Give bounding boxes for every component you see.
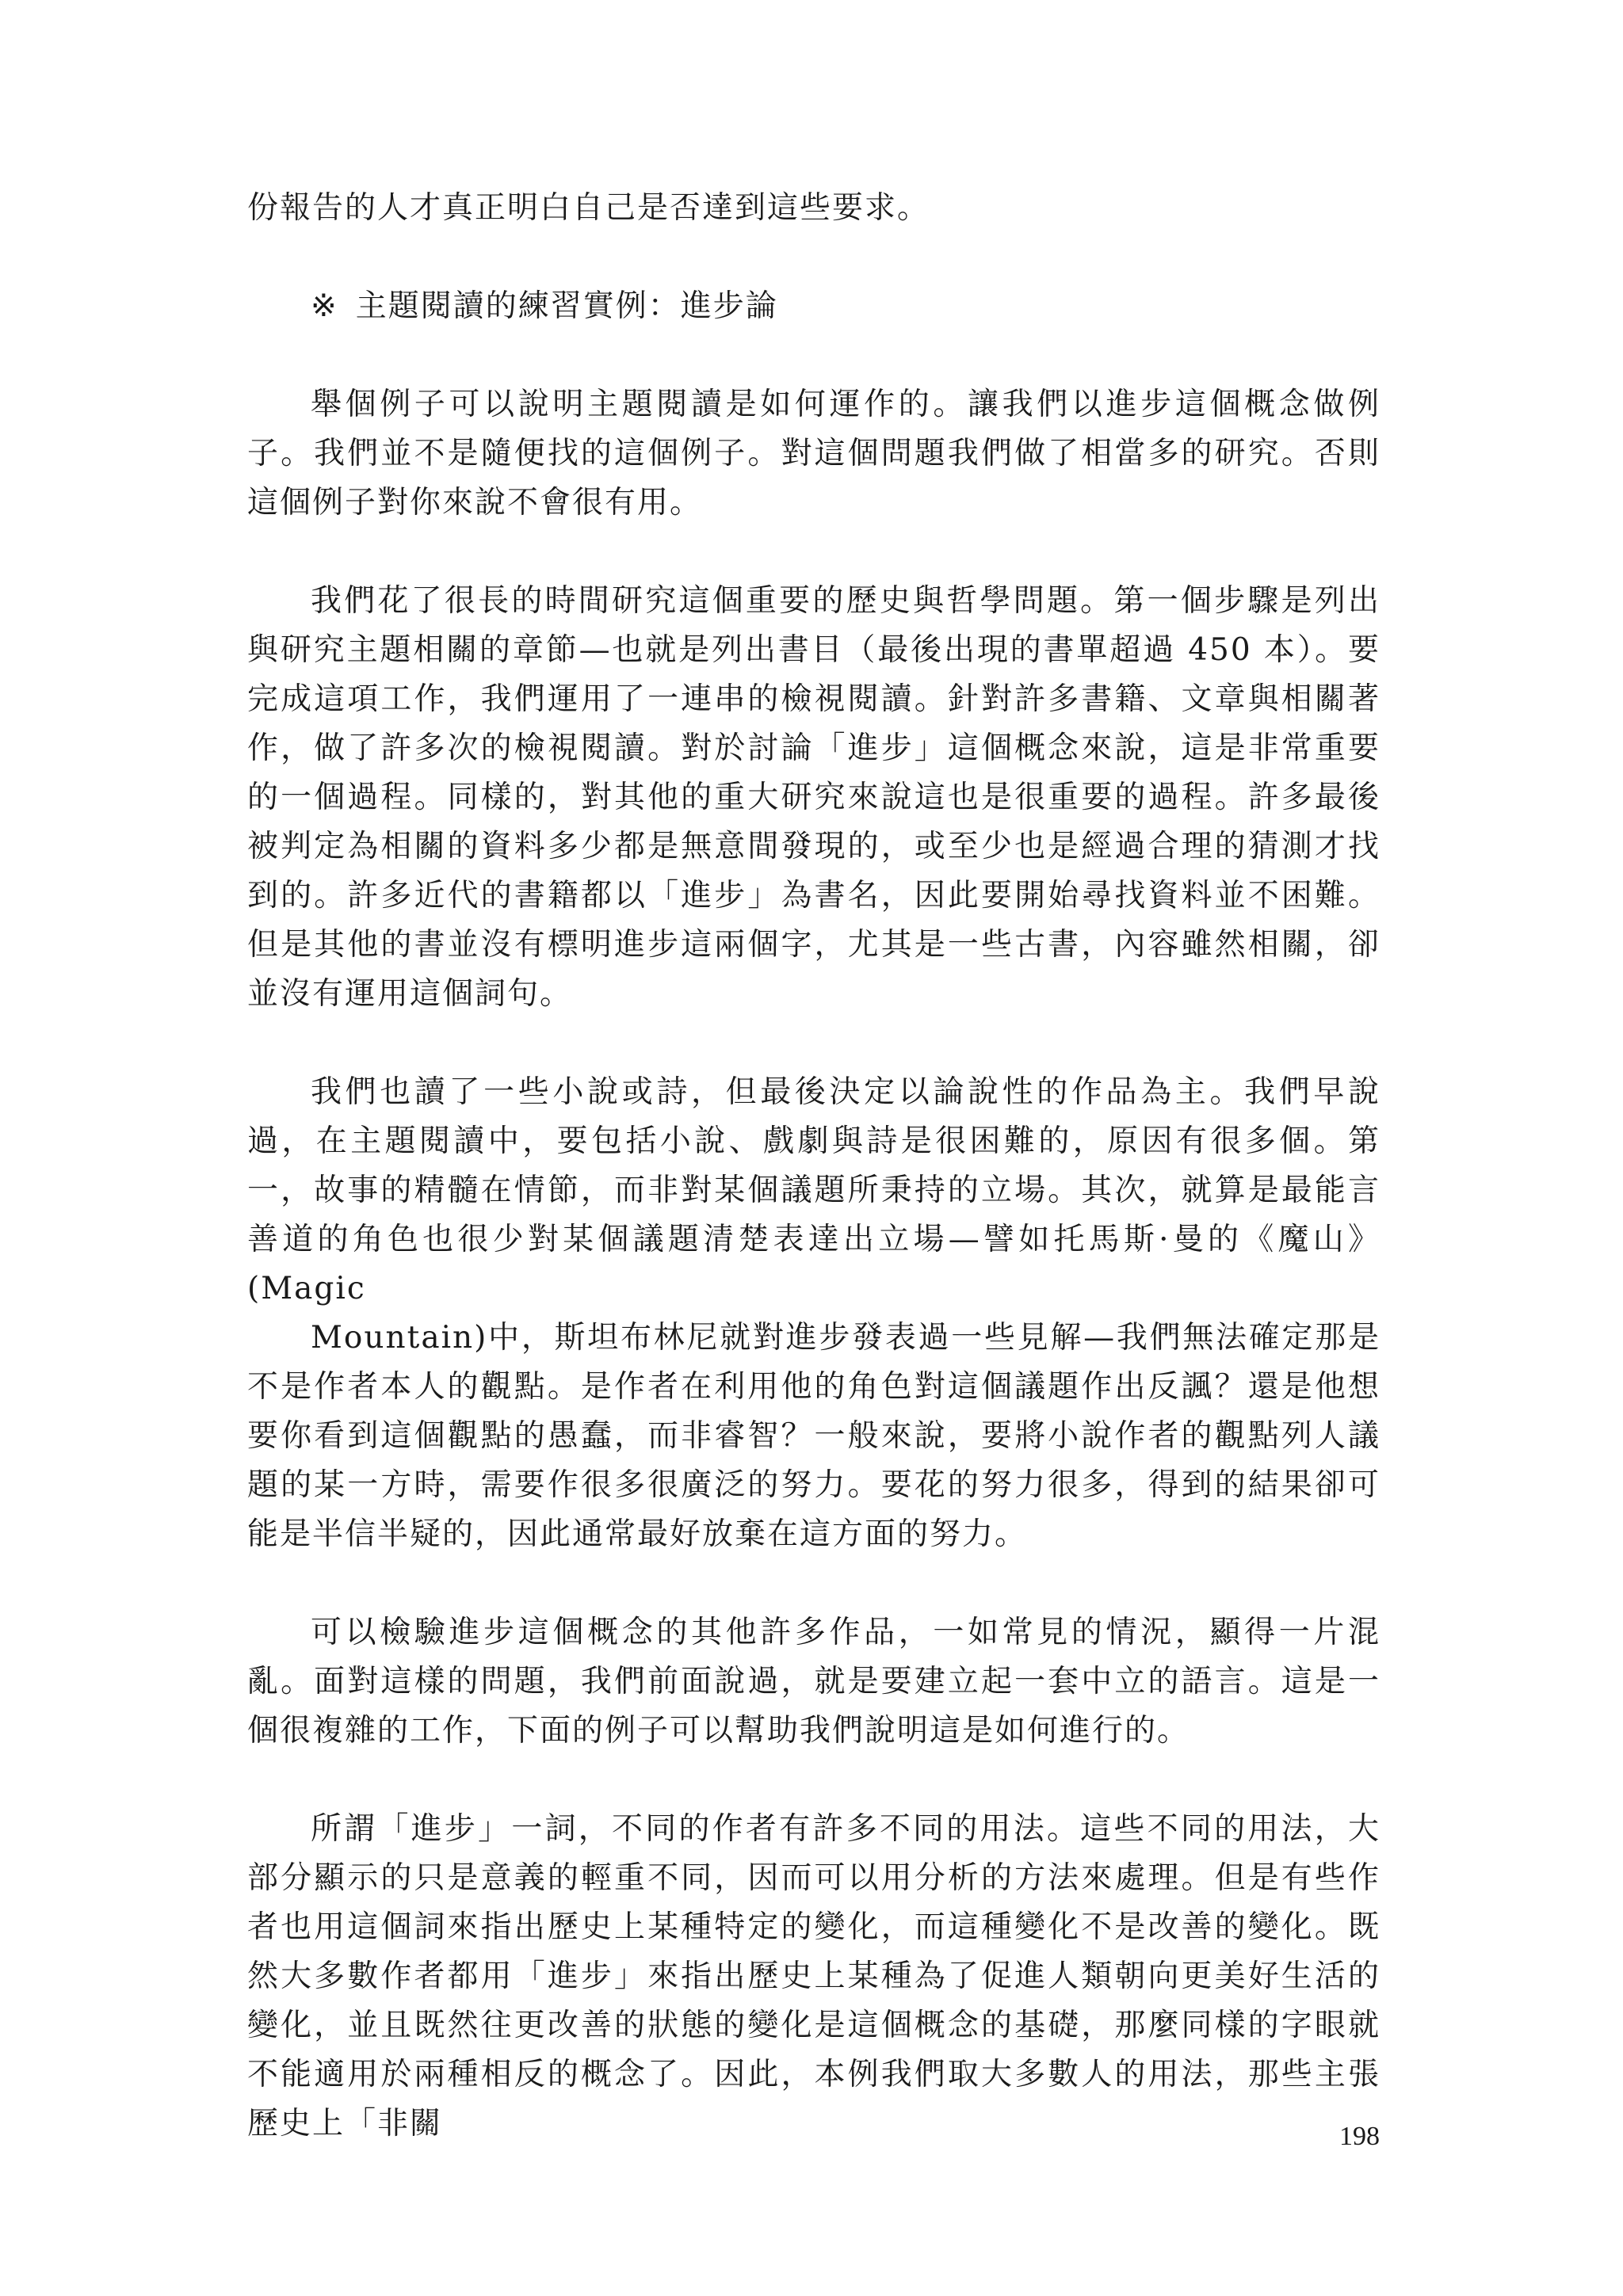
paragraph: Mountain)中，斯坦布林尼就對進步發表過一些見解—我們無法確定那是不是作者本人的觀點。是作者在利用他的角色對這個議題作出反諷？還是他想要你看到這個觀點的愚蠢，而非睿智？一般來說，要將小說作者的觀點列人議題的某一方時，需要作很多很廣泛的努力。要花的努力很多，得到的結果卻可能是半信半疑的，因此通常最好放棄在這方面的努力。: [247, 1320, 1381, 1552]
paragraph: 我們花了很長的時間研究這個重要的歷史與哲學問題。第一個步驟是列出與研究主題相關的章節—也就是列出書目（最後出現的書單超過 450 本）。要完成這項工作，我們運用了一連串的檢視閱讀。針對許多書籍、文章與相關著作，做了許多次的檢視閱讀。對於討論「進步」這個概念來說，這是非常重要的一個過程。同樣的，對其他的重大研究來說這也是很重要的過程。許多最後被判定為相關的資料多少都是無意間發現的，或至少也是經過合理的猜測才找到的。許多近代的書籍都以「進步」為書名，因此要開始尋找資料並不困難。但是其他的書並沒有標明進步這兩個字，尤其是一些古書，內容雖然相關，卻並沒有運用這個詞句。: [247, 583, 1381, 1012]
paragraph-gap: [247, 1019, 1381, 1068]
paragraph: 舉個例子可以說明主題閱讀是如何運作的。讓我們以進步這個概念做例子。我們並不是隨便找的這個例子。對這個問題我們做了相當多的研究。否則這個例子對你來說不會很有用。: [247, 387, 1381, 521]
paragraph-continued: 份報告的人才真正明白自己是否達到這些要求。: [247, 190, 930, 226]
paragraph-gap: [247, 1756, 1381, 1805]
document-page: [247, 184, 1381, 2149]
section-heading-text: 主題閱讀的練習實例：進步論: [355, 288, 778, 324]
page-number: 198: [1339, 2122, 1380, 2151]
paragraph-gap: [247, 1559, 1381, 1608]
paragraph: 我們也讀了一些小說或詩，但最後決定以論說性的作品為主。我們早說過，在主題閱讀中，要包括小說、戲劇與詩是很困難的，原因有很多個。第一，故事的精髓在情節，而非對某個議題所秉持的立場。其次，就算是最能言善道的角色也很少對某個議題清楚表達出立場—譬如托馬斯·曼的《魔山》(Magic: [247, 1074, 1381, 1306]
paragraph: 所謂「進步」一詞，不同的作者有許多不同的用法。這些不同的用法，大部分顯示的只是意義的輕重不同，因而可以用分析的方法來處理。但是有些作者也用這個詞來指出歷史上某種特定的變化，而這種變化不是改善的變化。既然大多數作者都用「進步」來指出歷史上某種為了促進人類朝向更美好生活的變化，並且既然往更改善的狀態的變化是這個概念的基礎，那麼同樣的字眼就不能適用於兩種相反的概念了。因此，本例我們取大多數人的用法，那些主張歷史上「非關: [247, 1811, 1381, 2142]
section-heading: [247, 282, 1381, 331]
paragraph-gap: [247, 233, 1381, 282]
paragraph-gap: [247, 331, 1381, 380]
paragraph: 可以檢驗進步這個概念的其他許多作品，一如常見的情況，顯得一片混亂。面對這樣的問題，我們前面說過，就是要建立起一套中立的語言。這是一個很複雜的工作，下面的例子可以幫助我們說明這是如何進行的。: [247, 1615, 1381, 1749]
paragraph-gap: [247, 528, 1381, 577]
reference-mark-icon: ※: [311, 288, 338, 324]
